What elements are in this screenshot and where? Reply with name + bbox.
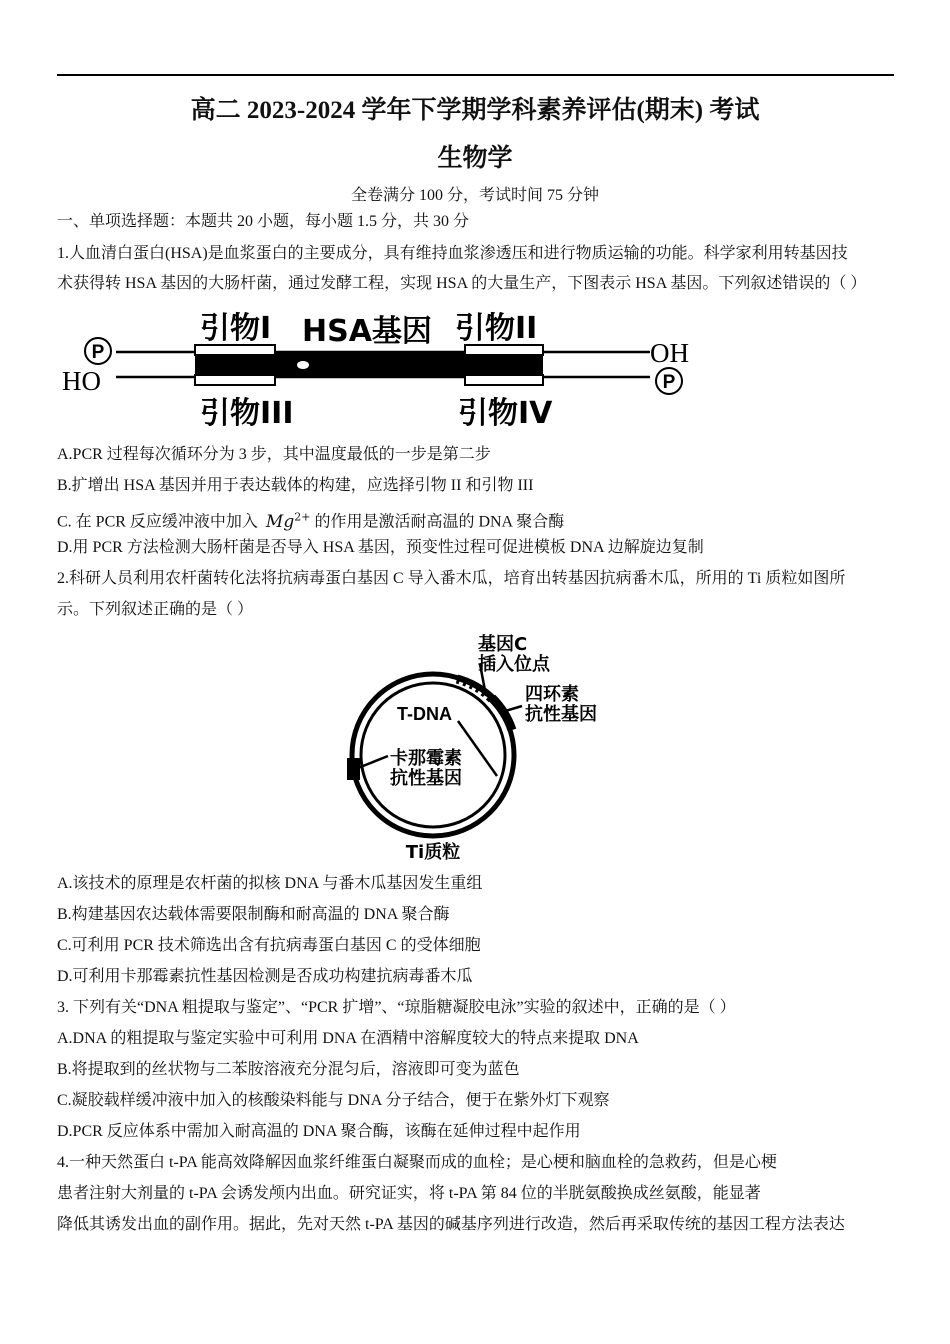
exam-info: 全卷满分 100 分，考试时间 75 分钟: [350, 187, 599, 204]
gene-highlight: [297, 361, 309, 369]
insert-site-label-1: 基因C: [478, 634, 528, 655]
primer-4-label: 引物IV: [458, 396, 553, 431]
q2-option-c: C.可利用 PCR 技术筛选出含有抗病毒蛋白基因 C 的受体细胞: [57, 937, 481, 954]
hsa-gene-figure: [60, 305, 710, 435]
q1-stem-line2: 术获得转 HSA 基因的大肠杆菌，通过发酵工程，实现 HSA 的大量生产，下图表示 HSA 基因。下列叙述错误的（ ）: [57, 275, 867, 292]
right-phosphate-label: P: [662, 372, 676, 393]
primer-4-box: [465, 375, 543, 385]
q4-line2: 患者注射大剂量的 t-PA 会诱发颅内出血。研究证实，将 t-PA 第 84 位的半胱氨酸换成丝氨酸，能显著: [57, 1185, 761, 1202]
mg-ion: [266, 512, 311, 532]
left-ho-label: HO: [62, 366, 101, 396]
q2-option-b: B.构建基因农达载体需要限制酶和耐高温的 DNA 聚合酶: [57, 906, 450, 923]
q2-option-a: A.该技术的原理是农杆菌的拟核 DNA 与番木瓜基因发生重组: [57, 875, 483, 892]
q2-option-d: D.可利用卡那霉素抗性基因检测是否成功构建抗病毒番木瓜: [57, 968, 473, 985]
q3-option-b: B.将提取到的丝状物与二苯胺溶液充分混匀后，溶液即可变为蓝色: [57, 1061, 520, 1078]
left-phosphate-label: P: [91, 342, 105, 363]
q3-option-a: A.DNA 的粗提取与鉴定实验中可利用 DNA 在酒精中溶解度较大的特点来提取 DNA: [57, 1030, 639, 1047]
q1-option-a: A.PCR 过程每次循环分为 3 步，其中温度最低的一步是第二步: [57, 446, 491, 463]
q1-option-c-pre: C. 在 PCR 反应缓冲液中加入: [57, 513, 258, 531]
primer-2-box: [465, 345, 543, 355]
q1-stem-line1: 1.人血清白蛋白(HSA)是血浆蛋白的主要成分，具有维持血浆渗透压和进行物质运输的功能。科学家利用转基因技: [57, 245, 848, 262]
q2-stem-line2: 示。下列叙述正确的是（ ）: [57, 601, 254, 618]
top-rule: [57, 74, 894, 76]
section-heading: 一、单项选择题：本题共 20 小题，每小题 1.5 分，共 30 分: [57, 213, 470, 230]
exam-title: 高二 2023-2024 学年下学期学科素养评估(期末) 考试: [190, 97, 760, 124]
kan-gene-label-2: 抗性基因: [390, 768, 462, 789]
right-oh-label: OH: [650, 338, 689, 368]
tet-gene-label-1: 四环素: [525, 684, 579, 705]
tdna-pointer: [458, 721, 497, 776]
subject-title: 生物学: [437, 145, 513, 172]
q3-stem: 3. 下列有关“DNA 粗提取与鉴定”、“PCR 扩增”、“琼脂糖凝胶电泳”实验的叙述中，正确的是（ ）: [57, 999, 736, 1016]
primer-2-label: 引物II: [455, 311, 538, 346]
primer-1-box: [195, 345, 275, 355]
q3-option-c: C.凝胶载样缓冲液中加入的核酸染料能与 DNA 分子结合，便于在紫外灯下观察: [57, 1092, 610, 1109]
kan-gene-segment: [347, 758, 360, 780]
q4-line1: 4.一种天然蛋白 t-PA 能高效降解因血浆纤维蛋白凝聚而成的血栓；是心梗和脑血栓的急救药，但是心梗: [57, 1154, 777, 1171]
ti-plasmid-caption: Ti质粒: [405, 842, 461, 863]
ti-plasmid-figure: [340, 628, 620, 866]
hsa-gene-block: [195, 353, 543, 376]
q1-option-b: B.扩增出 HSA 基因并用于表达载体的构建，应选择引物 II 和引物 III: [57, 477, 534, 494]
hsa-gene-label: HSA基因: [302, 314, 432, 349]
tdna-label: T-DNA: [397, 704, 452, 724]
primer-3-box: [195, 375, 275, 385]
primer-3-label: 引物III: [200, 396, 294, 431]
q1-option-d: D.用 PCR 方法检测大肠杆菌是否导入 HSA 基因，预变性过程可促进模板 DNA 边解旋边复制: [57, 539, 704, 556]
q2-stem-line1: 2.科研人员利用农杆菌转化法将抗病毒蛋白基因 C 导入番木瓜，培育出转基因抗病番木瓜，所用的 Ti 质粒如图所: [57, 570, 846, 587]
tet-gene-label-2: 抗性基因: [525, 704, 597, 725]
mg-ion-symbol: Mg: [265, 511, 295, 532]
tet-gene-segment: [492, 698, 512, 730]
primer-1-label: 引物I: [200, 311, 272, 346]
q1-option-c-post: 的作用是激活耐高温的 DNA 聚合酶: [314, 513, 565, 531]
insert-site-label-2: 插入位点: [478, 654, 550, 675]
q3-option-d: D.PCR 反应体系中需加入耐高温的 DNA 聚合酶，该酶在延伸过程中起作用: [57, 1123, 581, 1140]
q4-line3: 降低其诱发出血的副作用。据此，先对天然 t-PA 基因的碱基序列进行改造，然后再采取传统的基因工程方法表达: [57, 1216, 845, 1233]
q1-option-c: [57, 506, 897, 534]
kan-gene-label-1: 卡那霉素: [390, 748, 462, 769]
mg-ion-charge: 2+: [294, 510, 311, 523]
